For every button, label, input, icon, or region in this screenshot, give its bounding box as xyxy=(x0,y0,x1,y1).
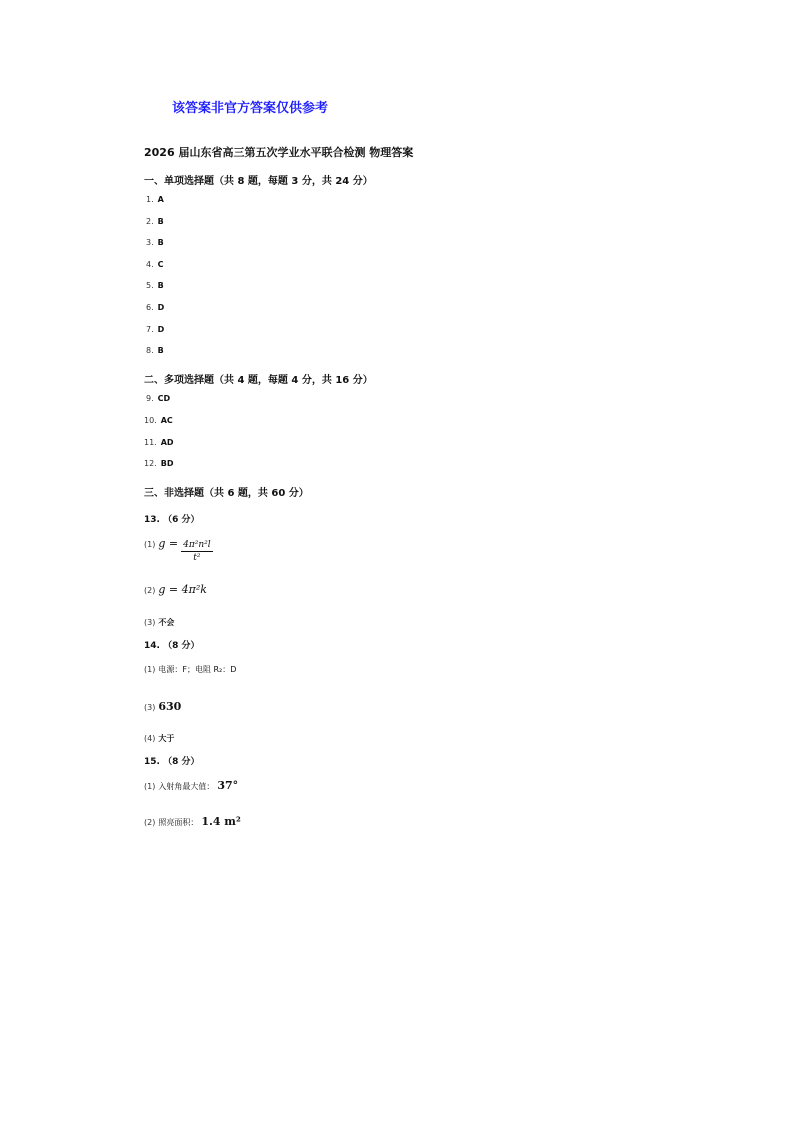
section-1-heading: 一、单项选择题（共 8 题，每题 3 分，共 24 分） xyxy=(144,176,373,187)
q14-part-3: (3) 630 xyxy=(144,700,182,713)
q14-part-1: (1) 电源：F；电阻 R₂：D xyxy=(144,665,237,674)
answer-item: 2. B xyxy=(146,217,164,226)
q13-part-1: (1) g = $\frac{\text{4π²n²l}}{\text{t²}}$ xyxy=(144,537,211,563)
question-13-heading: 13. （6 分） xyxy=(144,515,200,525)
question-14-heading: 14. （8 分） xyxy=(144,641,200,651)
disclaimer-note: 该答案非官方答案仅供参考 xyxy=(172,101,329,116)
q15-part-2: (2) 照亮面积： 1.4 m² xyxy=(144,815,241,828)
section-2-heading: 二、多项选择题（共 4 题，每题 4 分，共 16 分） xyxy=(144,375,373,386)
section-3-heading: 三、非选择题（共 6 题，共 60 分） xyxy=(144,488,309,499)
answer-item: 10. AC xyxy=(144,416,173,425)
answer-item: 8. B xyxy=(146,346,164,355)
fraction: $\frac{\text{4π²n²l}}{\text{t²}}$ xyxy=(183,540,211,563)
answer-item: 4. C xyxy=(146,260,164,269)
answer-item: 6. D xyxy=(146,303,165,312)
answer-item: 1. A xyxy=(146,195,164,204)
q15-part-1: (1) 入射角最大值： 37° xyxy=(144,779,239,792)
q13-part-3: (3) 不会 xyxy=(144,618,175,627)
page-title: 2026 届山东省高三第五次学业水平联合检测 物理答案 xyxy=(144,146,414,159)
answer-item: 5. B xyxy=(146,281,164,290)
answer-item: 7. D xyxy=(146,325,165,334)
q14-part-4: (4) 大于 xyxy=(144,734,175,743)
answer-item: 12. BD xyxy=(144,459,174,468)
q13-part-2: (2) g = 4π²k xyxy=(144,583,207,596)
answer-item: 3. B xyxy=(146,238,164,247)
answer-item: 11. AD xyxy=(144,438,174,447)
answer-item: 9. CD xyxy=(146,394,171,403)
question-15-heading: 15. （8 分） xyxy=(144,757,200,767)
